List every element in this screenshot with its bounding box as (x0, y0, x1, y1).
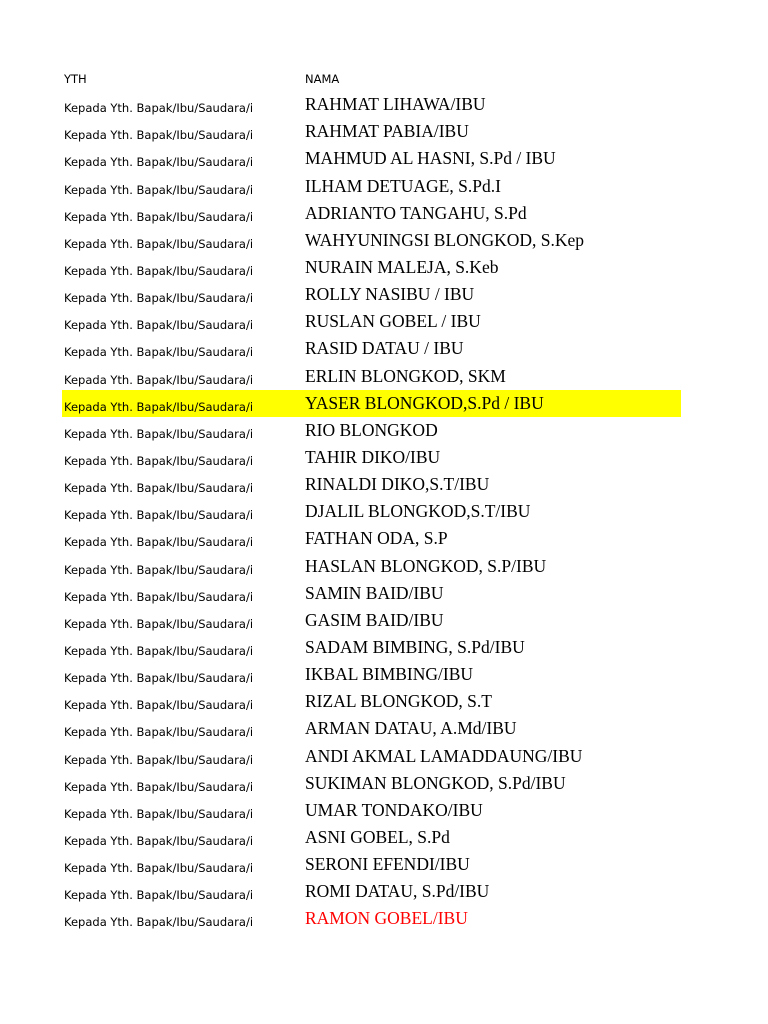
cell-nama[interactable]: IKBAL BIMBING/IBU (305, 664, 474, 685)
cell-yth[interactable]: Kepada Yth. Bapak/Ibu/Saudara/i (64, 915, 254, 930)
table-row (62, 552, 681, 579)
cell-yth[interactable]: Kepada Yth. Bapak/Ibu/Saudara/i (64, 291, 254, 306)
table-row (62, 607, 681, 634)
cell-yth[interactable]: Kepada Yth. Bapak/Ibu/Saudara/i (64, 535, 254, 550)
cell-nama[interactable]: RAHMAT LIHAWA/IBU (305, 94, 486, 115)
cell-yth[interactable]: Kepada Yth. Bapak/Ibu/Saudara/i (64, 453, 254, 468)
cell-nama[interactable]: RAMON GOBEL/IBU (305, 908, 468, 929)
cell-nama[interactable]: YASER BLONGKOD,S.Pd / IBU (305, 392, 544, 413)
cell-yth[interactable]: Kepada Yth. Bapak/Ibu/Saudara/i (64, 752, 254, 767)
cell-yth[interactable]: Kepada Yth. Bapak/Ibu/Saudara/i (64, 643, 254, 658)
cell-yth[interactable]: Kepada Yth. Bapak/Ibu/Saudara/i (64, 725, 254, 740)
table-row (62, 308, 681, 335)
cell-nama[interactable]: SERONI EFENDI/IBU (305, 854, 470, 875)
column-header-yth[interactable]: YTH (64, 72, 87, 86)
cell-yth[interactable]: Kepada Yth. Bapak/Ibu/Saudara/i (64, 345, 254, 360)
table-row (62, 471, 681, 498)
cell-yth[interactable]: Kepada Yth. Bapak/Ibu/Saudara/i (64, 779, 254, 794)
cell-yth[interactable]: Kepada Yth. Bapak/Ibu/Saudara/i (64, 399, 254, 414)
table-row (62, 444, 681, 471)
table-body (62, 91, 681, 932)
cell-nama[interactable]: WAHYUNINGSI BLONGKOD, S.Kep (305, 229, 585, 250)
cell-nama[interactable]: RASID DATAU / IBU (305, 338, 464, 359)
cell-nama[interactable]: UMAR TONDAKO/IBU (305, 799, 483, 820)
cell-nama[interactable]: SAMIN BAID/IBU (305, 582, 444, 603)
table-row (62, 281, 681, 308)
cell-yth[interactable]: Kepada Yth. Bapak/Ibu/Saudara/i (64, 182, 254, 197)
cell-yth[interactable]: Kepada Yth. Bapak/Ibu/Saudara/i (64, 616, 254, 631)
table-row (62, 661, 681, 688)
table-row (62, 200, 681, 227)
table-row (62, 525, 681, 552)
cell-nama[interactable]: ANDI AKMAL LAMADDAUNG/IBU (305, 745, 583, 766)
table-row (62, 797, 681, 824)
cell-yth[interactable]: Kepada Yth. Bapak/Ibu/Saudara/i (64, 236, 254, 251)
cell-yth[interactable]: Kepada Yth. Bapak/Ibu/Saudara/i (64, 698, 254, 713)
cell-yth[interactable]: Kepada Yth. Bapak/Ibu/Saudara/i (64, 888, 254, 903)
table-row (62, 145, 681, 172)
table-row (62, 851, 681, 878)
cell-nama[interactable]: FATHAN ODA, S.P (305, 528, 448, 549)
cell-yth[interactable]: Kepada Yth. Bapak/Ibu/Saudara/i (64, 562, 254, 577)
cell-nama[interactable]: ASNI GOBEL, S.Pd (305, 826, 450, 847)
cell-yth[interactable]: Kepada Yth. Bapak/Ibu/Saudara/i (64, 833, 254, 848)
cell-nama[interactable]: ARMAN DATAU, A.Md/IBU (305, 718, 517, 739)
cell-nama[interactable]: RIO BLONGKOD (305, 419, 438, 440)
cell-yth[interactable]: Kepada Yth. Bapak/Ibu/Saudara/i (64, 372, 254, 387)
cell-nama[interactable]: ILHAM DETUAGE, S.Pd.I (305, 175, 501, 196)
cell-yth[interactable]: Kepada Yth. Bapak/Ibu/Saudara/i (64, 263, 254, 278)
cell-yth[interactable]: Kepada Yth. Bapak/Ibu/Saudara/i (64, 209, 254, 224)
cell-nama[interactable]: ERLIN BLONGKOD, SKM (305, 365, 506, 386)
table-row (62, 390, 681, 417)
cell-nama[interactable]: ROMI DATAU, S.Pd/IBU (305, 881, 490, 902)
table-row (62, 715, 681, 742)
cell-nama[interactable]: MAHMUD AL HASNI, S.Pd / IBU (305, 148, 556, 169)
cell-yth[interactable]: Kepada Yth. Bapak/Ibu/Saudara/i (64, 318, 254, 333)
spreadsheet (62, 64, 681, 932)
cell-nama[interactable]: ROLLY NASIBU / IBU (305, 284, 475, 305)
cell-nama[interactable]: RAHMAT PABIA/IBU (305, 121, 469, 142)
cell-nama[interactable]: RIZAL BLONGKOD, S.T (305, 691, 492, 712)
cell-nama[interactable]: ADRIANTO TANGAHU, S.Pd (305, 202, 527, 223)
table-row (62, 824, 681, 851)
cell-nama[interactable]: GASIM BAID/IBU (305, 609, 444, 630)
cell-nama[interactable]: SADAM BIMBING, S.Pd/IBU (305, 636, 525, 657)
cell-yth[interactable]: Kepada Yth. Bapak/Ibu/Saudara/i (64, 671, 254, 686)
cell-nama[interactable]: RUSLAN GOBEL / IBU (305, 311, 481, 332)
header-row (62, 64, 681, 91)
cell-yth[interactable]: Kepada Yth. Bapak/Ibu/Saudara/i (64, 128, 254, 143)
cell-nama[interactable]: HASLAN BLONGKOD, S.P/IBU (305, 555, 547, 576)
column-header-nama[interactable]: NAMA (305, 72, 340, 86)
cell-yth[interactable]: Kepada Yth. Bapak/Ibu/Saudara/i (64, 101, 254, 116)
cell-yth[interactable]: Kepada Yth. Bapak/Ibu/Saudara/i (64, 508, 254, 523)
table-row (62, 172, 681, 199)
table-row (62, 634, 681, 661)
table-row (62, 742, 681, 769)
cell-yth[interactable]: Kepada Yth. Bapak/Ibu/Saudara/i (64, 426, 254, 441)
table-row (62, 254, 681, 281)
table-row (62, 417, 681, 444)
table-row (62, 770, 681, 797)
cell-nama[interactable]: DJALIL BLONGKOD,S.T/IBU (305, 501, 531, 522)
table-row (62, 905, 681, 932)
cell-nama[interactable]: RINALDI DIKO,S.T/IBU (305, 474, 490, 495)
table-row (62, 118, 681, 145)
cell-yth[interactable]: Kepada Yth. Bapak/Ibu/Saudara/i (64, 481, 254, 496)
table-row (62, 362, 681, 389)
cell-yth[interactable]: Kepada Yth. Bapak/Ibu/Saudara/i (64, 589, 254, 604)
table-row (62, 335, 681, 362)
table-row (62, 498, 681, 525)
table-row (62, 688, 681, 715)
cell-yth[interactable]: Kepada Yth. Bapak/Ibu/Saudara/i (64, 155, 254, 170)
cell-nama[interactable]: NURAIN MALEJA, S.Keb (305, 256, 499, 277)
table-row (62, 91, 681, 118)
table-row (62, 878, 681, 905)
table-row (62, 580, 681, 607)
cell-nama[interactable]: TAHIR DIKO/IBU (305, 446, 441, 467)
cell-nama[interactable]: SUKIMAN BLONGKOD, S.Pd/IBU (305, 772, 566, 793)
cell-yth[interactable]: Kepada Yth. Bapak/Ibu/Saudara/i (64, 861, 254, 876)
table-row (62, 227, 681, 254)
cell-yth[interactable]: Kepada Yth. Bapak/Ibu/Saudara/i (64, 806, 254, 821)
